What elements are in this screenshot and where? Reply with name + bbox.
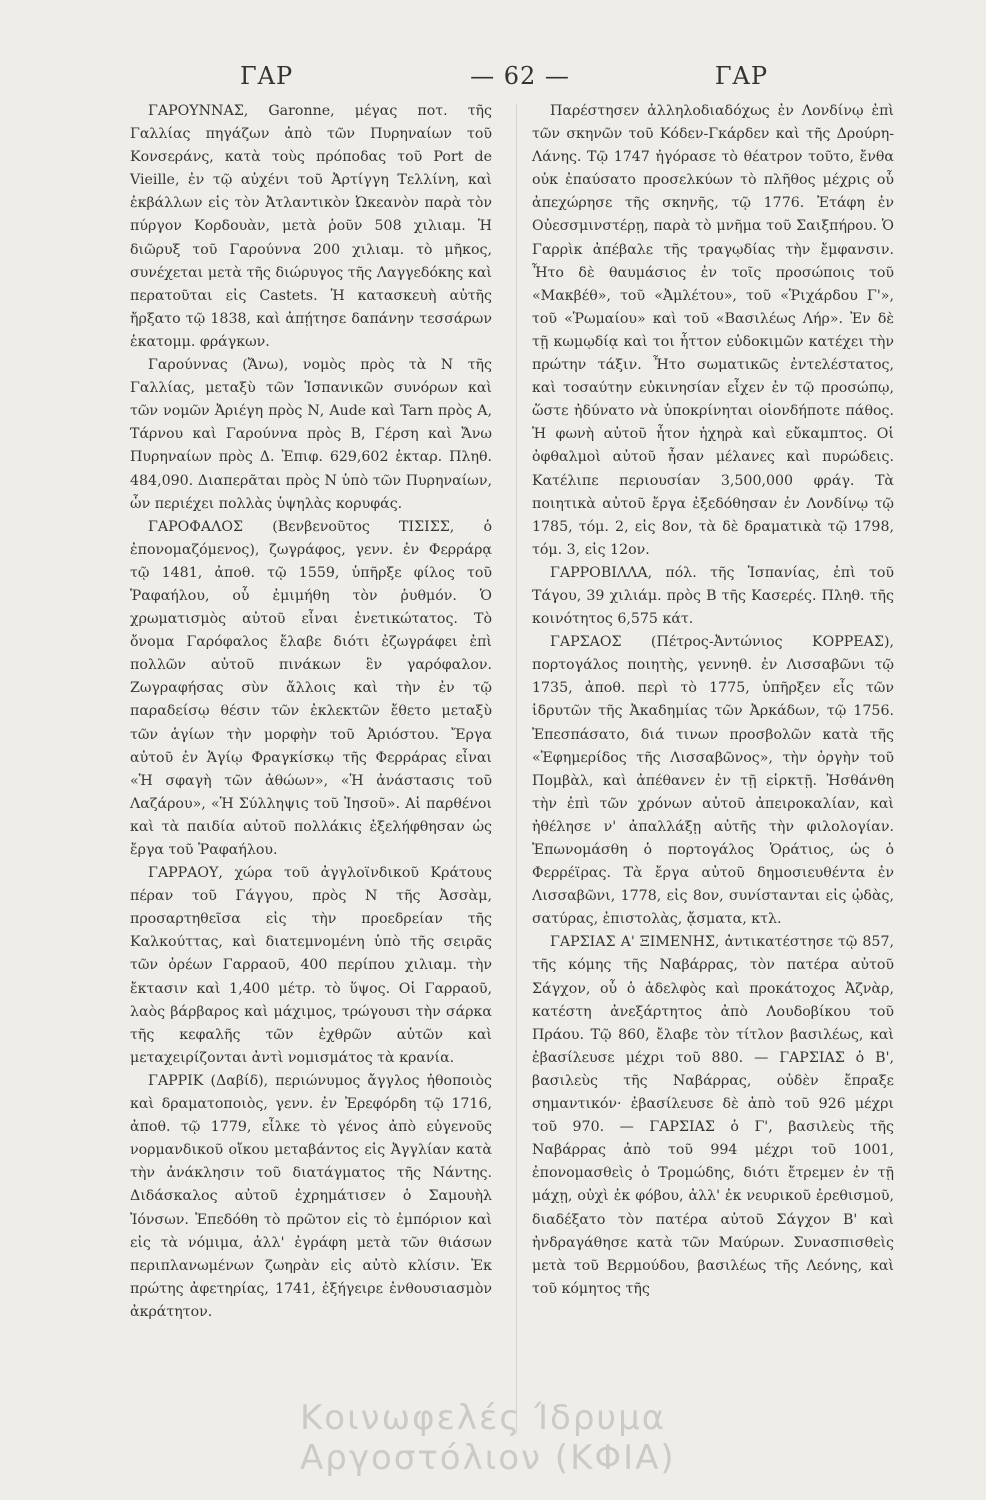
library-watermark: [300, 1398, 950, 1478]
watermark-line-1: Κοινωφελές Ίδρυμα: [300, 1398, 667, 1438]
entry-garounnas-ano: Γαρούννας (Ἄνω), νομὸς πρὸς τὰ Ν τῆς Γαλλίας, μεταξὺ τῶν Ἱσπανικῶν συνόρων καὶ τῶν νομῶν Ἀριέγη πρὸς Ν, Aude καὶ Tarn πρὸς Α, Τάρνου καὶ Γαρούννα πρὸς Β, Γέρση καὶ Ἄνω Πυρηναίων πρὸς Δ. Ἐπιφ. 629,602 ἑκταρ. Πληθ. 484,090. Διαπερᾶται πρὸς Ν ὑπὸ τῶν Πυρηναίων, ὧν περιέχει πολλὰς ὑψηλὰς κορυφάς.: [130, 357, 492, 512]
entry-garofalos: ΓΑΡΟΦΑΛΟΣ (Βενβενοῦτος ΤΙΣΙΣΣ, ὁ ἐπονομαζόμενος), ζωγράφος, γενν. ἐν Φερράρᾳ τῷ 1481, ἀποθ. τῷ 1559, ὑπῆρξε φίλος τοῦ Ῥαφαήλου, οὗ ἐμιμήθη τὸν ῥυθμόν. Ὁ χρωματισμὸς αὐτοῦ εἶναι ἐνετικώτατος. Τὸ ὄνομα Γαρόφαλος ἔλαβε διότι ἐζωγράφει ἐπὶ πολλῶν αὐτοῦ πινάκων ἓν γαρόφαλον. Ζωγραφήσας σὺν ἄλλοις καὶ τὴν ἐν τῷ παραδείσῳ θέσιν τῶν ἐκλεκτῶν ἔθετο μεταξὺ τῶν ἁγίων τὴν μορφὴν τοῦ Ἀριόστου. Ἔργα αὐτοῦ ἐν Ἁγίῳ Φραγκίσκῳ τῆς Φερράρας εἶναι «Ἡ σφαγὴ τῶν ἀθώων», «Ἡ ἀνάστασις τοῦ Λαζάρου», «Ἡ Σύλληψις τοῦ Ἰησοῦ». Αἱ παρθένοι καὶ τὰ παιδία αὐτοῦ πολλάκις ἐξελήφθησαν ὡς ἔργα τοῦ Ῥαφαήλου.: [130, 518, 492, 858]
left-column: [130, 100, 492, 1324]
entry-garsias: ΓΑΡΣΙΑΣ Α' ΞΙΜΕΝΗΣ, ἀντικατέστησε τῷ 857, τῆς κόμης τῆς Ναβάρρας, τὸν πατέρα αὐτοῦ Σάγχον, οὗ ὁ ἀδελφὸς καὶ προκάτοχος Ἀζνὰρ, κατέστη ἀνεξάρτητος ἀπὸ Λουδοβίκου τοῦ Πράου. Τῷ 860, ἔλαβε τὸν τίτλον βασιλέως, καὶ ἐβασίλευσε μέχρι τοῦ 880. — ΓΑΡΣΙΑΣ ὁ Β', βασιλεὺς τῆς Ναβάρρας, οὐδὲν ἔπραξε σημαντικόν· ἐβασίλευσε δὲ ἀπὸ τοῦ 926 μέχρι τοῦ 970. — ΓΑΡΣΙΑΣ ὁ Γ', βασιλεὺς τῆς Ναβάρρας ἀπὸ τοῦ 994 μέχρι τοῦ 1001, ἐπονομασθεὶς ὁ Τρομώδης, διότι ἔτρεμεν ἐν τῇ μάχῃ, οὐχὶ ἐκ φόβου, ἀλλ' ἐκ νευρικοῦ ἐρεθισμοῦ, διαδέξατο τὸν πατέρα αὐτοῦ Σάγχον Β' καὶ ἠνδραγάθησε κατὰ τῶν Μαύρων. Συνασπισθεὶς μετὰ τοῦ Βερμούδου, βασιλέως τῆς Λεόνης, καὶ τοῦ κόμητος τῆς: [532, 934, 894, 1297]
entry-garrik: ΓΑΡΡΙΚ (Δαβίδ), περιώνυμος ἄγγλος ἠθοποιὸς καὶ δραματοποιὸς, γενν. ἐν Ἐρεφόρδη τῷ 1716, ἀποθ. τῷ 1779, εἶλκε τὸ γένος ἀπὸ εὐγενοῦς νορμανδικοῦ οἴκου μεταβάντος εἰς Ἀγγλίαν κατὰ τὴν ἀνάκλησιν τοῦ διατάγματος τῆς Νάντης. Διδάσκαλος αὐτοῦ ἐχρημάτισεν ὁ Σαμουὴλ Ἰόνσων. Ἐπεδόθη τὸ πρῶτον εἰς τὸ ἐμπόριον καὶ εἰς τὰ νόμιμα, ἀλλ' ἐγράφη μετὰ τῶν θιάσων περιπλανωμένων ζωηρὰν εἰς αὐτὸ κλίσιν. Ἐκ πρώτης ἀφετηρίας, 1741, ἐξήγειρε ἐνθουσιασμὸν ἀκράτητον.: [130, 1072, 492, 1320]
entry-garsaos: ΓΑΡΣΑΟΣ (Πέτρος-Ἀντώνιος ΚΟΡΡΕΑΣ), πορτογάλος ποιητὴς, γεννηθ. ἐν Λισσαβῶνι τῷ 1735, ἀποθ. περὶ τὸ 1775, ὑπῆρξεν εἷς τῶν ἱδρυτῶν τῆς Ἀκαδημίας τῶν Ἀρκάδων, τῷ 1756. Ἐπεσπάσατο, διά τινων προσβολῶν κατὰ τῆς «Ἐφημερίδος τῆς Λισσαβῶνος», τὴν ὀργὴν τοῦ Πομβὰλ, καὶ ἀπέθανεν ἐν τῇ εἱρκτῇ. Ἠσθάνθη τὴν ἐπὶ τῶν χρόνων αὐτοῦ ἀπειροκαλίαν, καὶ ἠθέλησε ν' ἀπαλλάξῃ αὐτῆς τὴν φιλολογίαν. Ἐπωνομάσθη ὁ πορτογάλος Ὁράτιος, ὡς ὁ Φερρέϊρας. Τὰ ἔργα αὐτοῦ δημοσιευθέντα ἐν Λισσαβῶνι, 1778, εἰς 8ον, συνίστανται εἰς ᾠδὰς, σατύρας, ἐπιστολὰς, ᾄσματα, κτλ.: [532, 634, 894, 928]
right-column: [532, 100, 894, 1301]
running-header: [120, 62, 866, 94]
entry-garraou: ΓΑΡΡΑΟΥ, χώρα τοῦ ἀγγλοϊνδικοῦ Κράτους πέραν τοῦ Γάγγου, πρὸς Ν τῆς Ἀσσὰμ, προσαρτηθεῖσα εἰς τὴν προεδρείαν τῆς Καλκούττας, καὶ διατεμνομένη ὑπὸ τῆς σειρᾶς τῶν ὀρέων Γαρραοῦ, 400 περίπου χιλιαμ. τὴν ἔκτασιν καὶ 1,400 μέτρ. τὸ ὕψος. Οἱ Γαρραοῦ, λαὸς βάρβαρος καὶ μάχιμος, τρώγουσι τὴν σάρκα τῆς κεφαλῆς τῶν ἐχθρῶν αὐτῶν καὶ μεταχειρίζονται ἀντὶ νομισμάτος τὰ κρανία.: [130, 865, 492, 1066]
watermark-line-2: Αργοστόλιον (ΚΦΙΑ): [300, 1438, 676, 1478]
entry-garrik-continued: Παρέστησεν ἀλληλοδιαδόχως ἐν Λονδίνῳ ἐπὶ τῶν σκηνῶν τοῦ Κόδεν-Γκάρδεν καὶ τῆς Δρούρη-Λάνης. Τῷ 1747 ἠγόρασε τὸ θέατρον τοῦτο, ἔνθα οὐκ ἐπαύσατο προσελκύων τὸ πλῆθος μέχρις οὗ ἀπεχώρησε τῆς σκηνῆς, τῷ 1776. Ἐτάφη ἐν Οὐεσσμινστέρῃ, παρὰ τὸ μνῆμα τοῦ Σαιξπήρου. Ὁ Γαρρὶκ ἀπέβαλε τῆς τραγῳδίας τὴν ἔμφανσιν. Ἦτο δὲ θαυμάσιος ἐν τοῖς προσώποις τοῦ «Μακβέθ», τοῦ «Ἀμλέτου», τοῦ «Ῥιχάρδου Γ'», τοῦ «Ῥωμαίου» καὶ τοῦ «Βασιλέως Λήρ». Ἐν δὲ τῇ κωμῳδίᾳ καὶ τοι ἧττον εὐδοκιμῶν κατέχει τὴν πρώτην τάξιν. Ἦτο σωματικῶς ἐντελέστατος, καὶ τοσαύτην εὐκινησίαν εἶχεν ἐν τῷ προσώπῳ, ὥστε ἠδύνατο νὰ ὑποκρίνηται οἱονδήποτε πάθος. Ἡ φωνὴ αὐτοῦ ἦτον ἠχηρὰ καὶ εὔκαμπτος. Οἱ ὀφθαλμοὶ αὐτοῦ ἦσαν μέλανες καὶ πυρώδεις. Κατέλιπε περιουσίαν 3,500,000 φράγ. Τὰ ποιητικὰ αὐτοῦ ἔργα ἐξεδόθησαν ἐν Λονδίνῳ τῷ 1785, τόμ. 2, εἰς 8ον, τὰ δὲ δραματικὰ τῷ 1798, τόμ. 3, εἰς 12ον.: [532, 103, 894, 558]
entry-garounnas: ΓΑΡΟΥΝΝΑΣ, Garonne, μέγας ποτ. τῆς Γαλλίας πηγάζων ἀπὸ τῶν Πυρηναίων τοῦ Κονσεράνς, κατὰ τοὺς πρόποδας τοῦ Port de Vieille, ἐν τῷ αὐχένι τοῦ Ἀρτίγγη Τελλίνη, καὶ ἐκβάλλων εἰς τὸν Ἀτλαντικὸν Ὠκεανὸν παρὰ τὸν πύργον Κορδουὰν, μετὰ ῥοῦν 508 χιλιαμ. Ἡ διῶρυξ τοῦ Γαρούννα 200 χιλιαμ. τὸ μῆκος, συνέχεται μετὰ τῆς διώρυγος τῆς Λαγγεδόκης καὶ περατοῦται εἰς Castets. Ἡ κατασκευὴ αὐτῆς ἤρξατο τῷ 1838, καὶ ἀπῄτησε δαπάνην τεσσάρων ἑκατομμ. φράγκων.: [130, 103, 492, 350]
entry-garrovilla: ΓΑΡΡΟΒΙΛΛΑ, πόλ. τῆς Ἱσπανίας, ἐπὶ τοῦ Τάγου, 39 χιλιάμ. πρὸς Β τῆς Κασερές. Πληθ. τῆς κοινότητος 6,575 κάτ.: [532, 564, 894, 628]
header-right-guideword: ΓΑΡ: [714, 62, 768, 90]
header-left-guideword: ΓΑΡ: [240, 62, 294, 90]
column-divider: [516, 104, 517, 1434]
page-number: — 62 —: [470, 62, 570, 90]
